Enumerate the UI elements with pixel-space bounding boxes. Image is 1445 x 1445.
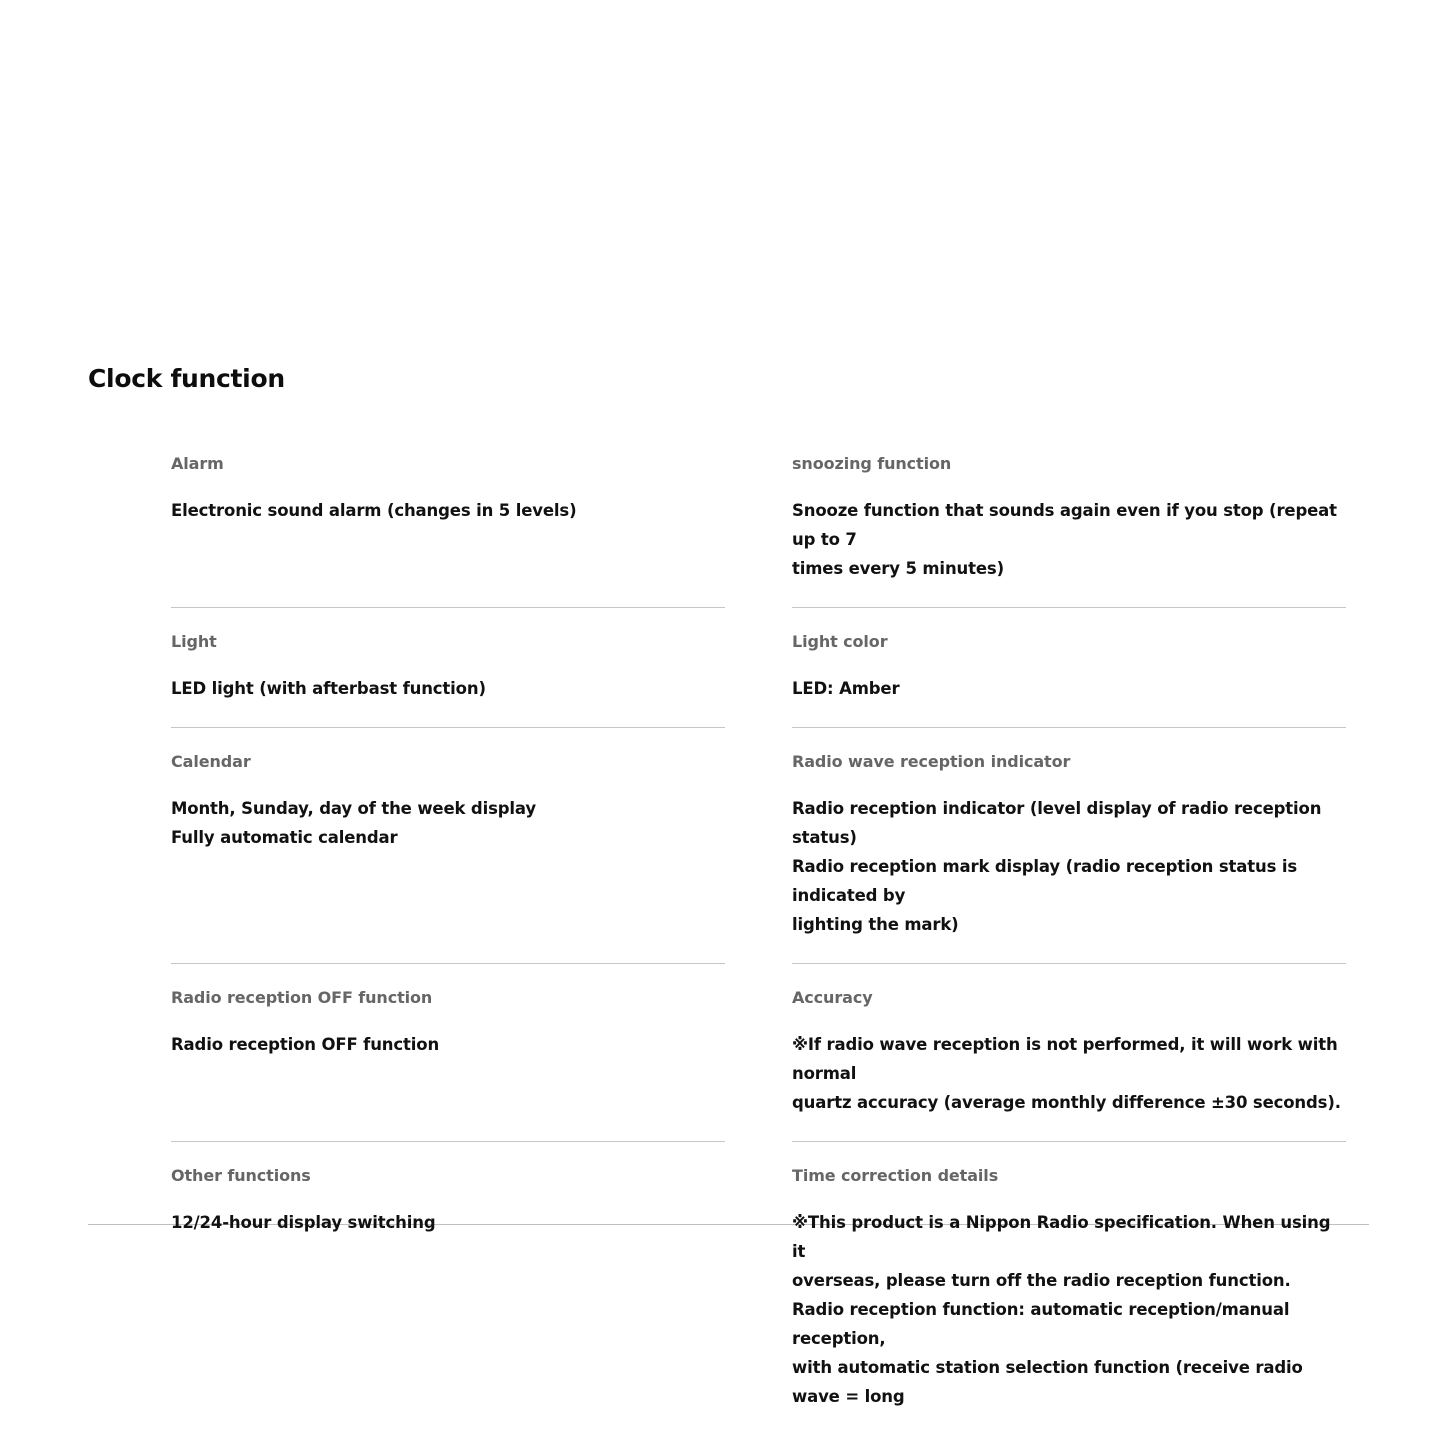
spec-item-radio-reception-off-function: [171, 964, 725, 1142]
spec-row-other-functions: [171, 1142, 1346, 1435]
spec-value-alarm: [171, 496, 725, 525]
spec-value-line: ※If radio wave reception is not performed, it will work with normal: [792, 1035, 1338, 1083]
spec-value-line: Radio reception mark display (radio reception status is indicated by: [792, 857, 1298, 905]
spec-item-other-functions: [171, 1142, 725, 1435]
spec-value-snoozing-function: [792, 496, 1346, 583]
spec-value-line: Radio reception OFF function: [171, 1035, 440, 1054]
spec-item-light: [171, 608, 725, 728]
spec-value-line: lighting the mark): [792, 915, 959, 934]
spec-item-light-color: [792, 608, 1346, 728]
spec-value-line: 12/24-hour display switching: [171, 1213, 436, 1232]
spec-value-line: LED light (with afterbast function): [171, 679, 486, 698]
spec-row-radio-reception-off: [171, 964, 1346, 1142]
spec-value-radio-wave-reception-indicator: [792, 794, 1346, 939]
spec-value-line: LED: Amber: [792, 679, 900, 698]
spec-value-line: overseas, please turn off the radio reception function.: [792, 1271, 1291, 1290]
spec-label-light-color: Light color: [792, 632, 888, 651]
spec-label-radio-wave-reception-indicator: Radio wave reception indicator: [792, 752, 1071, 771]
spec-label-calendar: Calendar: [171, 752, 251, 771]
spec-item-accuracy: [792, 964, 1346, 1142]
spec-row-calendar: [171, 728, 1346, 964]
spec-value-light-color: [792, 674, 1346, 703]
spec-grid: [171, 430, 1346, 1435]
spec-value-light: [171, 674, 725, 703]
spec-value-line: Radio reception indicator (level display of radio reception status): [792, 799, 1322, 847]
spec-label-time-correction-details: Time correction details: [792, 1166, 999, 1185]
spec-value-line: with automatic station selection function (receive radio wave = long: [792, 1358, 1303, 1406]
spec-table: [88, 430, 1369, 1406]
spec-value-line: Radio reception function: automatic reception/manual reception,: [792, 1300, 1290, 1348]
spec-value-line: Snooze function that sounds again even if you stop (repeat up to 7: [792, 501, 1337, 549]
spec-value-line: Month, Sunday, day of the week display: [171, 799, 536, 818]
spec-value-line: quartz accuracy (average monthly difference ±30 seconds).: [792, 1093, 1341, 1112]
section-title: Clock function: [88, 364, 285, 393]
spec-value-radio-reception-off-function: [171, 1030, 725, 1059]
spec-value-other-functions: [171, 1208, 725, 1237]
spec-item-radio-wave-reception-indicator: [792, 728, 1346, 964]
spec-item-alarm: [171, 430, 725, 608]
spec-label-alarm: Alarm: [171, 454, 224, 473]
spec-item-calendar: [171, 728, 725, 964]
spec-item-snoozing-function: [792, 430, 1346, 608]
spec-value-calendar: [171, 794, 725, 852]
spec-value-accuracy: [792, 1030, 1346, 1117]
spec-label-light: Light: [171, 632, 217, 651]
spec-value-line: Electronic sound alarm (changes in 5 levels): [171, 501, 577, 520]
spec-value-line: times every 5 minutes): [792, 559, 1004, 578]
spec-row-alarm: [171, 430, 1346, 608]
spec-row-light: [171, 608, 1346, 728]
spec-value-line: Fully automatic calendar: [171, 828, 398, 847]
spec-item-time-correction-details: [792, 1142, 1346, 1435]
spec-label-other-functions: Other functions: [171, 1166, 311, 1185]
spec-value-time-correction-details: [792, 1208, 1346, 1411]
spec-label-snoozing-function: snoozing function: [792, 454, 952, 473]
spec-label-accuracy: Accuracy: [792, 988, 873, 1007]
spec-label-radio-reception-off-function: Radio reception OFF function: [171, 988, 433, 1007]
spec-value-line: ※This product is a Nippon Radio specification. When using it: [792, 1213, 1331, 1261]
